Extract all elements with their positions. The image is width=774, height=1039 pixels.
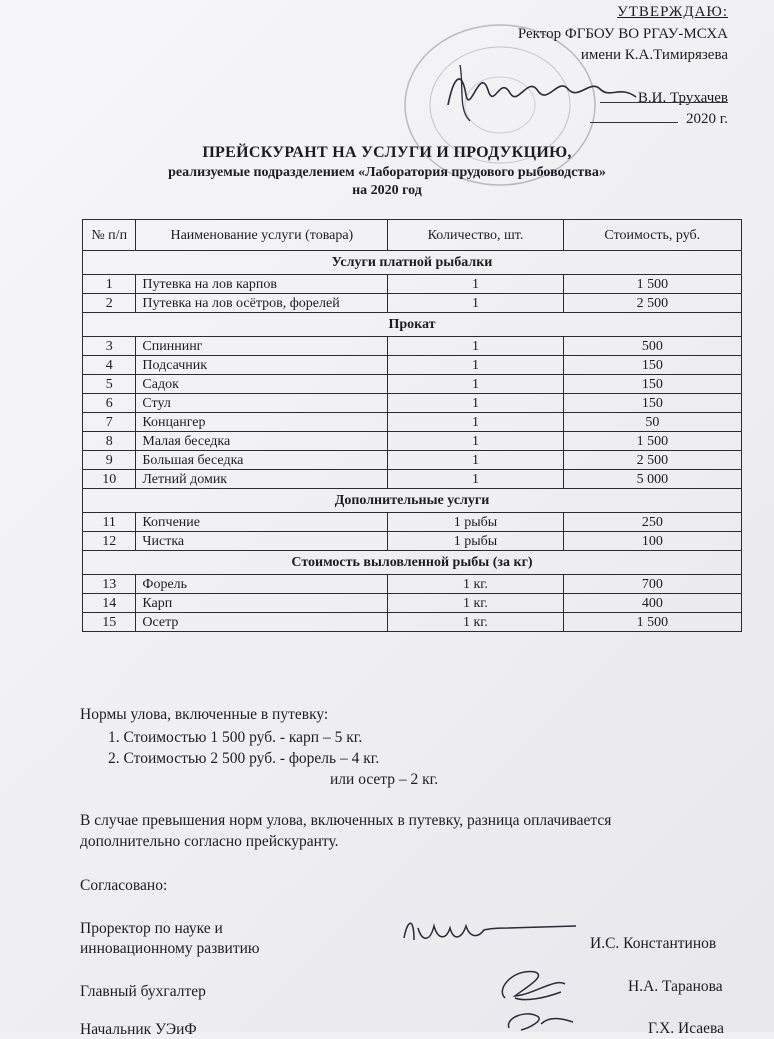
cell-number: 13 <box>83 575 136 594</box>
cell-price: 50 <box>563 413 741 432</box>
cell-price: 1 500 <box>563 613 741 632</box>
cell-name: Путевка на лов карпов <box>136 275 388 294</box>
cell-name: Осетр <box>136 613 388 632</box>
approval-heading: УТВЕРЖДАЮ: <box>617 4 728 20</box>
cell-price: 400 <box>563 594 741 613</box>
cell-quantity: 1 <box>388 275 563 294</box>
agreed-heading: Согласовано: <box>80 877 168 894</box>
table-row <box>83 575 742 594</box>
cell-number: 11 <box>83 513 136 532</box>
cell-number: 15 <box>83 613 136 632</box>
cell-quantity: 1 <box>388 413 563 432</box>
table-row <box>83 375 742 394</box>
cell-name: Большая беседка <box>136 451 388 470</box>
date-line <box>590 122 678 123</box>
header-number: № п/п <box>83 220 136 251</box>
cell-quantity: 1 <box>388 470 563 489</box>
table-row <box>83 513 742 532</box>
norms-item: 1. Стоимостью 1 500 руб. - карп – 5 кг. <box>108 729 363 746</box>
approval-position: Ректор ФГБОУ ВО РГАУ-МСХА <box>517 25 728 42</box>
signer-title: Начальник УЭиФ <box>80 1021 197 1038</box>
table-row <box>83 470 742 489</box>
header-price: Стоимость, руб. <box>563 220 741 251</box>
cell-quantity: 1 кг. <box>388 613 563 632</box>
section-title: Дополнительные услуги <box>83 489 742 513</box>
cell-name: Стул <box>136 394 388 413</box>
cell-quantity: 1 рыбы <box>388 532 563 551</box>
cell-number: 9 <box>83 451 136 470</box>
section-row <box>83 551 742 575</box>
cell-quantity: 1 <box>388 356 563 375</box>
accountant-signatures <box>485 958 585 1032</box>
table-row <box>83 432 742 451</box>
cell-number: 3 <box>83 337 136 356</box>
cell-number: 2 <box>83 294 136 313</box>
norms-heading: Нормы улова, включенные в путевку: <box>80 706 329 723</box>
signer-title: Главный бухгалтер <box>80 983 206 1000</box>
cell-quantity: 1 <box>388 432 563 451</box>
cell-price: 100 <box>563 532 741 551</box>
cell-name: Копчение <box>136 513 388 532</box>
table-row <box>83 413 742 432</box>
cell-number: 5 <box>83 375 136 394</box>
note-paragraph-line: В случае превышения норм улова, включенных в путевку, разница оплачивается <box>80 812 612 829</box>
table-row <box>83 337 742 356</box>
cell-price: 150 <box>563 394 741 413</box>
cell-name: Малая беседка <box>136 432 388 451</box>
vice-rector-signature <box>400 908 580 953</box>
header-quantity: Количество, шт. <box>388 220 563 251</box>
table-row <box>83 394 742 413</box>
cell-quantity: 1 <box>388 337 563 356</box>
document-subtitle: реализуемые подразделением «Лаборатория прудового рыбоводства» <box>168 165 606 180</box>
approval-date: 2020 г. <box>686 111 728 127</box>
table-row <box>83 532 742 551</box>
cell-quantity: 1 кг. <box>388 594 563 613</box>
cell-name: Карп <box>136 594 388 613</box>
cell-name: Путевка на лов осётров, форелей <box>136 294 388 313</box>
cell-name: Подсачник <box>136 356 388 375</box>
cell-price: 1 500 <box>563 432 741 451</box>
cell-price: 250 <box>563 513 741 532</box>
section-row <box>83 251 742 275</box>
document-year: на 2020 год <box>352 183 422 198</box>
signer-name: Н.А. Таранова <box>628 978 723 995</box>
cell-name: Концангер <box>136 413 388 432</box>
approval-block <box>518 2 728 131</box>
cell-name: Форель <box>136 575 388 594</box>
cell-quantity: 1 <box>388 375 563 394</box>
approval-rector-name: В.И. Трухачев <box>637 89 728 106</box>
header-name: Наименование услуги (товара) <box>136 220 388 251</box>
cell-price: 700 <box>563 575 741 594</box>
cell-price: 2 500 <box>563 294 741 313</box>
cell-price: 1 500 <box>563 275 741 294</box>
table-row <box>83 294 742 313</box>
cell-quantity: 1 <box>388 451 563 470</box>
cell-price: 150 <box>563 356 741 375</box>
cell-number: 6 <box>83 394 136 413</box>
cell-price: 2 500 <box>563 451 741 470</box>
table-row <box>83 613 742 632</box>
signer-name: Г.Х. Исаева <box>648 1020 725 1037</box>
price-table <box>82 219 742 632</box>
section-title: Стоимость выловленной рыбы (за кг) <box>83 551 742 575</box>
signature-line <box>600 102 728 103</box>
section-row <box>83 489 742 513</box>
cell-quantity: 1 кг. <box>388 575 563 594</box>
table-row <box>83 356 742 375</box>
cell-price: 500 <box>563 337 741 356</box>
signer-name: И.С. Константинов <box>590 935 717 952</box>
cell-name: Летний домик <box>136 470 388 489</box>
cell-number: 1 <box>83 275 136 294</box>
cell-number: 8 <box>83 432 136 451</box>
cell-number: 14 <box>83 594 136 613</box>
document-title: ПРЕЙСКУРАНТ НА УСЛУГИ И ПРОДУКЦИЮ, <box>202 144 572 161</box>
cell-quantity: 1 <box>388 294 563 313</box>
cell-number: 12 <box>83 532 136 551</box>
section-title: Прокат <box>83 313 742 337</box>
signer-title: инновационному развитию <box>80 940 260 957</box>
table-row <box>83 594 742 613</box>
approval-institution: имени К.А.Тимирязева <box>580 47 728 63</box>
norms-item: 2. Стоимостью 2 500 руб. - форель – 4 кг. <box>108 750 380 767</box>
section-title: Услуги платной рыбалки <box>83 251 742 275</box>
cell-name: Чистка <box>136 532 388 551</box>
cell-number: 4 <box>83 356 136 375</box>
norms-item-continuation: или осетр – 2 кг. <box>330 771 439 788</box>
table-row <box>83 451 742 470</box>
cell-number: 7 <box>83 413 136 432</box>
cell-price: 5 000 <box>563 470 741 489</box>
section-row <box>83 313 742 337</box>
cell-name: Садок <box>136 375 388 394</box>
cell-quantity: 1 рыбы <box>388 513 563 532</box>
table-header-row <box>83 220 742 251</box>
cell-price: 150 <box>563 375 741 394</box>
signer-title: Проректор по науке и <box>80 920 223 937</box>
cell-number: 10 <box>83 470 136 489</box>
table-row <box>83 275 742 294</box>
note-paragraph-line: дополнительно согласно прейскуранту. <box>80 833 339 850</box>
cell-quantity: 1 <box>388 394 563 413</box>
cell-name: Спиннинг <box>136 337 388 356</box>
